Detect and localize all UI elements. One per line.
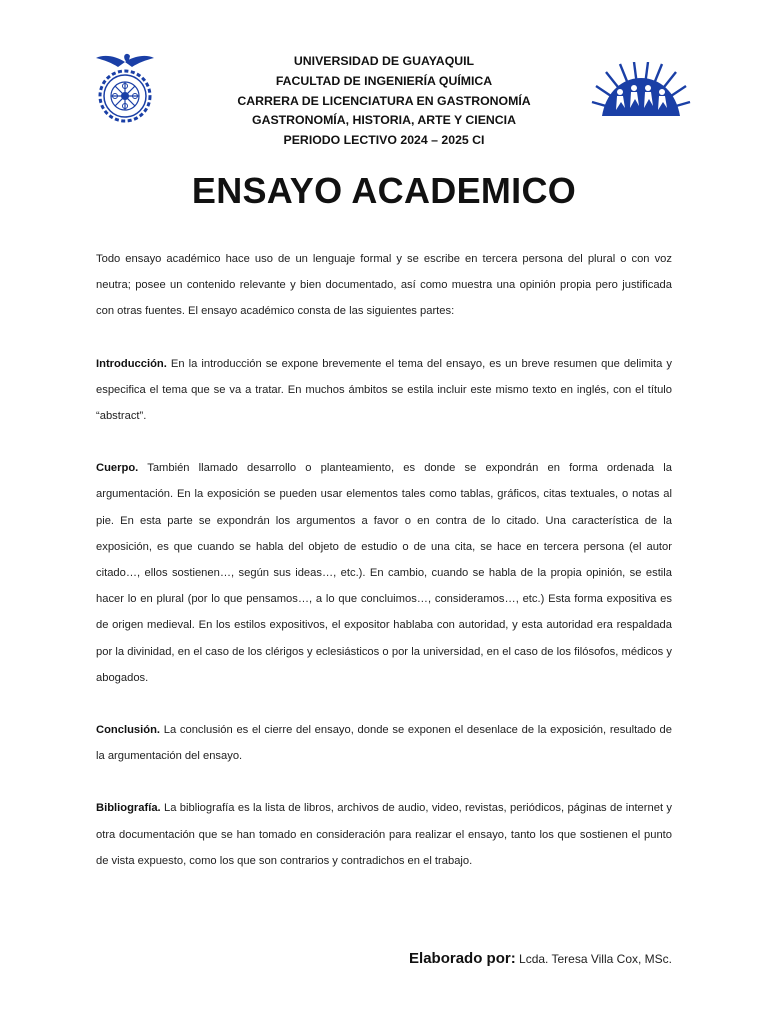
author-name: Lcda. Teresa Villa Cox, MSc. (519, 952, 672, 966)
section-text: La conclusión es el cierre del ensayo, donde se exponen el desenlace de la exposición, resultado de la argumentación del ensayo. (96, 724, 672, 763)
section-heading: Introducción. (96, 357, 167, 370)
header-line-subject: GASTRONOMÍA, HISTORIA, ARTE Y CIENCIA (252, 113, 516, 128)
section-conclusion (96, 717, 672, 769)
section-bibliografia (96, 795, 672, 874)
section-text: En la introducción se expone brevemente el tema del ensayo, es un breve resumen que delimita y especifica el tema que se va a tratar. En muchos ámbitos se estila incluir este mismo texto en inglés, con el título “abstract”. (96, 357, 673, 423)
section-text: La bibliografía es la lista de libros, archivos de audio, video, revistas, periódicos, páginas de internet y otra documentación que se han tomado en consideración para realizar el ensayo, tanto los que sostienen el punto de vista expuesto, como los que son contrarios y contradichos en el trabajo. (96, 802, 672, 867)
section-introduccion (96, 351, 672, 430)
author-credit (409, 950, 672, 967)
document-body (96, 246, 672, 900)
university-emblem-icon (588, 62, 694, 116)
document-title: ENSAYO ACADEMICO (191, 170, 577, 211)
intro-paragraph: Todo ensayo académico hace uso de un lenguaje formal y se escribe en tercera persona del plural o con voz neutra; posee un contenido relevante y bien documentado, así como muestra una opinión propia pero justificada con otras fuentes. El ensayo académico consta de las siguientes partes: (96, 253, 672, 318)
section-heading: Bibliografía. (96, 802, 161, 815)
faculty-seal-icon (92, 50, 158, 128)
section-heading: Cuerpo. (96, 462, 139, 475)
author-label: Elaborado por: (409, 950, 516, 967)
header-line-career: CARRERA DE LICENCIATURA EN GASTRONOMÍA (237, 93, 531, 108)
section-text: También llamado desarrollo o planteamiento, es donde se expondrán en forma ordenada la argumentación. En la exposición se pueden usar elementos tales como tablas, gráficos, citas textuales, o notas al pie. En esta parte se expondrán los argumentos a favor o en contra de lo citado. Una característica de la exposición, es que cuando se habla del objeto de estudio o de una cita, se hace en tercera persona (el autor citado…, ellos sostienen…, según sus ideas…, etc.). En cambio, cuando se habla de la propia opinión, se estila hacer lo en plural (por lo que pensamos…, a lo que concluimos…, consideramos…, etc.) Esta forma expositiva es de origen medieval. En los estilos expositivos, el expositor hablaba con autoridad, y esta autoridad era respaldada por la divinidad, en el caso de los clérigos y eclesiásticos o por la universidad, en el caso de los filósofos, médicos y abogados. (96, 462, 672, 684)
section-cuerpo (96, 455, 672, 691)
header-line-university: UNIVERSIDAD DE GUAYAQUIL (293, 54, 475, 68)
section-heading: Conclusión. (96, 724, 161, 737)
institution-header (180, 52, 588, 151)
header-line-period: PERIODO LECTIVO 2024 – 2025 CI (283, 133, 485, 148)
header-line-faculty: FACULTAD DE INGENIERÍA QUÍMICA (275, 73, 493, 88)
